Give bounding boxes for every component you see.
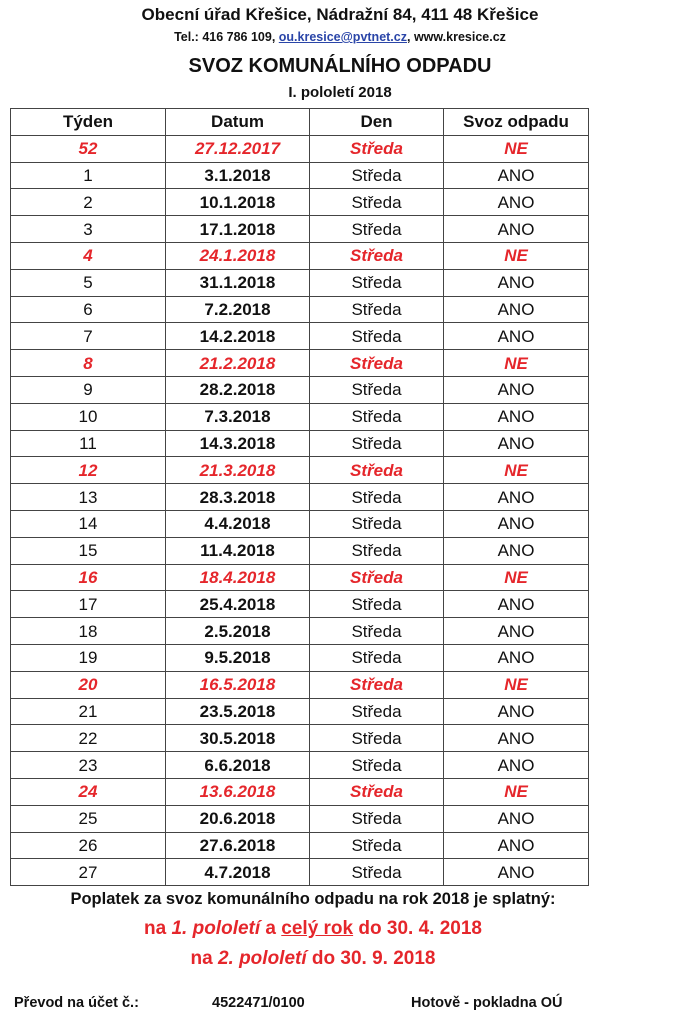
page-subtitle: I. pololetí 2018 [288, 84, 392, 101]
cell-day: Středa [310, 376, 444, 403]
cell-day: Středa [310, 644, 444, 671]
cell-day: Středa [310, 698, 444, 725]
cell-day: Středa [310, 430, 444, 457]
table-row [11, 242, 589, 269]
cell-week: 25 [11, 805, 166, 832]
web-text: , www.kresice.cz [407, 30, 506, 44]
table-row [11, 376, 589, 403]
table-row [11, 725, 589, 752]
deadline-text: na [190, 948, 218, 969]
table-row [11, 296, 589, 323]
cell-pickup: NE [444, 350, 589, 377]
cell-pickup: ANO [444, 832, 589, 859]
cell-pickup: ANO [444, 430, 589, 457]
cell-date: 27.12.2017 [166, 135, 310, 162]
cell-day: Středa [310, 832, 444, 859]
table-row [11, 591, 589, 618]
cell-week: 52 [11, 135, 166, 162]
deadline-text: a [260, 918, 282, 939]
cell-date: 9.5.2018 [166, 644, 310, 671]
cell-week: 21 [11, 698, 166, 725]
column-header-week: Týden [11, 109, 166, 136]
cell-day: Středa [310, 564, 444, 591]
cell-day: Středa [310, 403, 444, 430]
deadline-text: na [144, 918, 172, 939]
cell-pickup: ANO [444, 859, 589, 886]
deadline-period: 1. pololetí [171, 918, 261, 939]
cell-week: 3 [11, 216, 166, 243]
cell-week: 14 [11, 510, 166, 537]
cell-date: 31.1.2018 [166, 269, 310, 296]
cell-pickup: NE [444, 135, 589, 162]
transfer-label: Převod na účet č.: [14, 995, 139, 1011]
cell-day: Středa [310, 269, 444, 296]
table-row [11, 671, 589, 698]
payment-deadline-first [0, 918, 626, 940]
cell-week: 8 [11, 350, 166, 377]
cell-day: Středa [310, 805, 444, 832]
table-row [11, 323, 589, 350]
deadline-period: celý rok [281, 918, 354, 939]
cell-day: Středa [310, 537, 444, 564]
cell-pickup: ANO [444, 725, 589, 752]
cell-day: Středa [310, 618, 444, 645]
cell-date: 28.3.2018 [166, 484, 310, 511]
cell-date: 11.4.2018 [166, 537, 310, 564]
table-row [11, 135, 589, 162]
cell-day: Středa [310, 752, 444, 779]
cell-date: 30.5.2018 [166, 725, 310, 752]
cell-pickup: ANO [444, 484, 589, 511]
cell-pickup: NE [444, 778, 589, 805]
cell-pickup: ANO [444, 537, 589, 564]
cell-pickup: ANO [444, 376, 589, 403]
cell-pickup: ANO [444, 618, 589, 645]
cell-date: 14.2.2018 [166, 323, 310, 350]
table-row [11, 618, 589, 645]
cell-day: Středa [310, 778, 444, 805]
cell-date: 21.3.2018 [166, 457, 310, 484]
contact-line [0, 30, 680, 44]
column-header-date: Datum [166, 109, 310, 136]
cell-day: Středa [310, 135, 444, 162]
cell-date: 3.1.2018 [166, 162, 310, 189]
cell-day: Středa [310, 671, 444, 698]
table-row [11, 269, 589, 296]
cell-week: 4 [11, 242, 166, 269]
cell-pickup: ANO [444, 162, 589, 189]
cell-week: 5 [11, 269, 166, 296]
cell-pickup: NE [444, 564, 589, 591]
column-header-pickup: Svoz odpadu [444, 109, 589, 136]
cell-pickup: ANO [444, 510, 589, 537]
cell-date: 28.2.2018 [166, 376, 310, 403]
cell-pickup: ANO [444, 698, 589, 725]
cell-pickup: ANO [444, 644, 589, 671]
cell-pickup: NE [444, 242, 589, 269]
cell-pickup: NE [444, 671, 589, 698]
cash-payment: Hotově - pokladna OÚ [411, 995, 563, 1011]
cell-date: 6.6.2018 [166, 752, 310, 779]
cell-week: 27 [11, 859, 166, 886]
cell-day: Středa [310, 323, 444, 350]
cell-date: 7.3.2018 [166, 403, 310, 430]
cell-date: 7.2.2018 [166, 296, 310, 323]
table-row [11, 778, 589, 805]
table-row [11, 403, 589, 430]
cell-date: 27.6.2018 [166, 832, 310, 859]
cell-week: 10 [11, 403, 166, 430]
cell-pickup: NE [444, 457, 589, 484]
cell-date: 21.2.2018 [166, 350, 310, 377]
cell-day: Středa [310, 242, 444, 269]
table-row [11, 189, 589, 216]
cell-date: 17.1.2018 [166, 216, 310, 243]
cell-week: 16 [11, 564, 166, 591]
cell-pickup: ANO [444, 323, 589, 350]
cell-week: 9 [11, 376, 166, 403]
cell-pickup: ANO [444, 403, 589, 430]
table-row [11, 564, 589, 591]
office-address: Obecní úřad Křešice, Nádražní 84, 411 48 Křešice [141, 5, 539, 24]
cell-day: Středa [310, 859, 444, 886]
payment-deadline-second [0, 948, 626, 970]
cell-date: 2.5.2018 [166, 618, 310, 645]
cell-week: 11 [11, 430, 166, 457]
cell-date: 4.4.2018 [166, 510, 310, 537]
cell-week: 7 [11, 323, 166, 350]
table-row [11, 216, 589, 243]
cell-week: 17 [11, 591, 166, 618]
cell-day: Středa [310, 457, 444, 484]
cell-week: 18 [11, 618, 166, 645]
cell-week: 1 [11, 162, 166, 189]
deadline-date: do 30. 9. 2018 [306, 948, 436, 969]
table-row [11, 162, 589, 189]
cell-pickup: ANO [444, 752, 589, 779]
cell-day: Středa [310, 216, 444, 243]
cell-date: 20.6.2018 [166, 805, 310, 832]
cell-pickup: ANO [444, 216, 589, 243]
table-row [11, 644, 589, 671]
cell-day: Středa [310, 484, 444, 511]
cell-week: 26 [11, 832, 166, 859]
cell-day: Středa [310, 189, 444, 216]
table-row [11, 698, 589, 725]
page-title: SVOZ KOMUNÁLNÍHO ODPADU [188, 55, 492, 77]
table-row [11, 457, 589, 484]
cell-pickup: ANO [444, 269, 589, 296]
cell-date: 4.7.2018 [166, 859, 310, 886]
table-row [11, 430, 589, 457]
cell-week: 12 [11, 457, 166, 484]
cell-day: Středa [310, 510, 444, 537]
cell-date: 10.1.2018 [166, 189, 310, 216]
cell-pickup: ANO [444, 296, 589, 323]
cell-pickup: ANO [444, 591, 589, 618]
column-header-day: Den [310, 109, 444, 136]
cell-date: 24.1.2018 [166, 242, 310, 269]
cell-week: 22 [11, 725, 166, 752]
deadline-date: do 30. 4. 2018 [353, 918, 482, 939]
cell-pickup: ANO [444, 805, 589, 832]
phone-text: Tel.: 416 786 109, [174, 30, 279, 44]
cell-week: 20 [11, 671, 166, 698]
cell-day: Středa [310, 162, 444, 189]
cell-date: 13.6.2018 [166, 778, 310, 805]
cell-date: 23.5.2018 [166, 698, 310, 725]
table-row [11, 537, 589, 564]
payment-note: Poplatek za svoz komunálního odpadu na rok 2018 je splatný: [70, 890, 556, 908]
schedule-table [10, 108, 589, 886]
deadline-period: 2. pololetí [217, 948, 307, 969]
cell-date: 25.4.2018 [166, 591, 310, 618]
cell-week: 23 [11, 752, 166, 779]
cell-week: 2 [11, 189, 166, 216]
table-header-row [11, 109, 589, 136]
account-number: 4522471/0100 [212, 995, 305, 1011]
table-row [11, 859, 589, 886]
cell-day: Středa [310, 591, 444, 618]
cell-date: 14.3.2018 [166, 430, 310, 457]
cell-date: 18.4.2018 [166, 564, 310, 591]
cell-week: 13 [11, 484, 166, 511]
cell-date: 16.5.2018 [166, 671, 310, 698]
table-row [11, 832, 589, 859]
email-link[interactable]: ou.kresice@pvtnet.cz [278, 30, 407, 44]
cell-day: Středa [310, 725, 444, 752]
table-body [11, 135, 589, 885]
table-row [11, 484, 589, 511]
cell-day: Středa [310, 350, 444, 377]
cell-pickup: ANO [444, 189, 589, 216]
cell-week: 24 [11, 778, 166, 805]
cell-day: Středa [310, 296, 444, 323]
table-row [11, 752, 589, 779]
cell-week: 6 [11, 296, 166, 323]
table-row [11, 510, 589, 537]
cell-week: 15 [11, 537, 166, 564]
table-row [11, 805, 589, 832]
cell-week: 19 [11, 644, 166, 671]
table-row [11, 350, 589, 377]
